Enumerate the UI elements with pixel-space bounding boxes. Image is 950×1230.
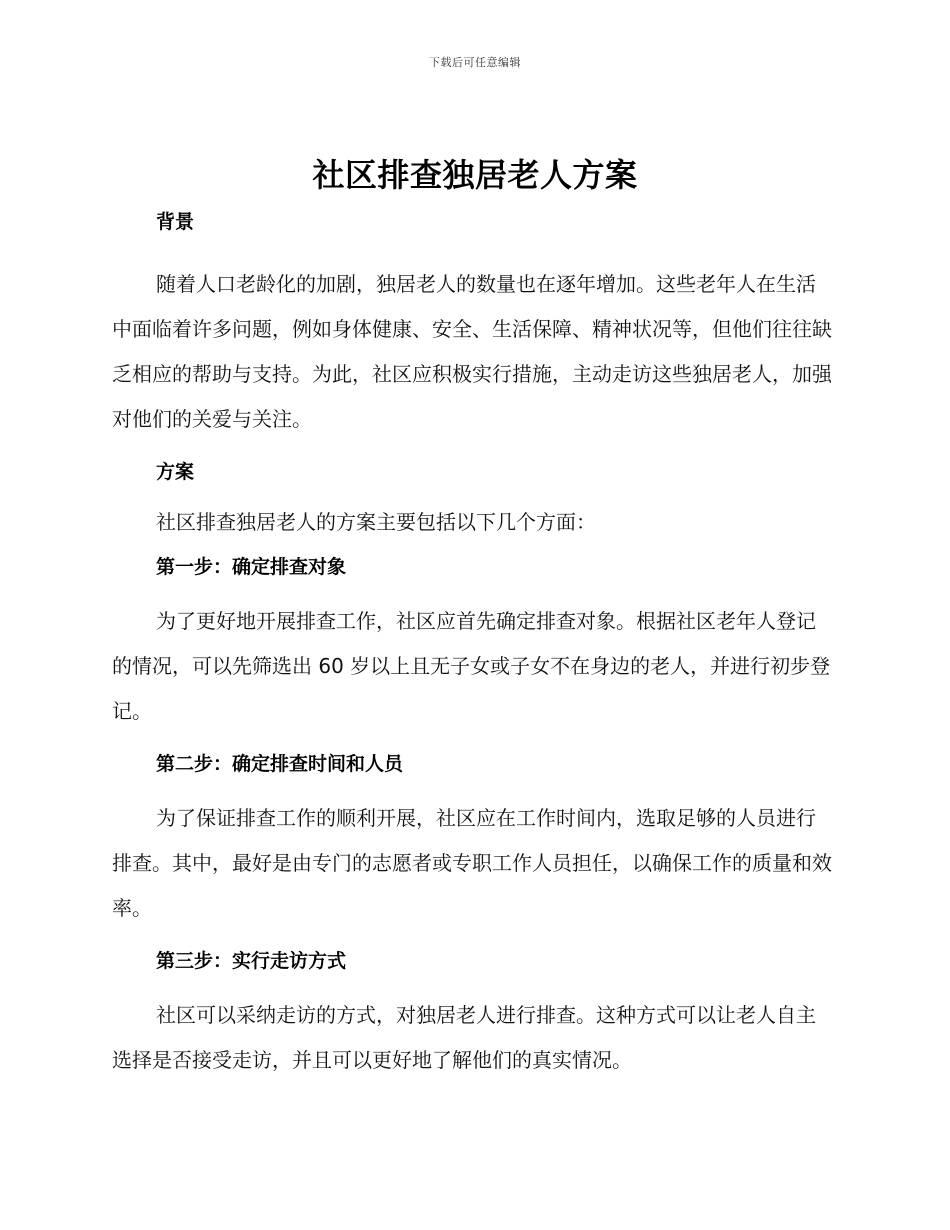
document-body bbox=[112, 204, 832, 1083]
section-heading-step2: 第二步：确定排查时间和人员 bbox=[156, 753, 404, 775]
paragraph-step1: 为了更好地开展排查工作，社区应首先确定排查对象。根据社区老年人登记的情况，可以先筛选出 60 岁以上且无子女或子女不在身边的老人，并进行初步登记。 bbox=[112, 609, 831, 723]
paragraph-step2: 为了保证排查工作的顺利开展，社区应在工作时间内，选取足够的人员进行排查。其中，最好是由专门的志愿者或专职工作人员担任，以确保工作的质量和效率。 bbox=[112, 806, 832, 920]
section-heading-step3: 第三步：实行走访方式 bbox=[156, 950, 347, 972]
document-title: 社区排查独居老人方案 bbox=[312, 156, 638, 194]
section-heading-plan: 方案 bbox=[156, 461, 195, 483]
paragraph-step3: 社区可以采纳走访的方式，对独居老人进行排查。这种方式可以让老人自主选择是否接受走访，并且可以更好地了解他们的真实情况。 bbox=[112, 1003, 816, 1072]
paragraph-plan-intro: 社区排查独居老人的方案主要包括以下几个方面： bbox=[156, 510, 596, 534]
header-note: 下载后可任意编辑 bbox=[429, 56, 521, 69]
section-heading-step1: 第一步：确定排查对象 bbox=[156, 556, 347, 578]
section-heading-background: 背景 bbox=[156, 211, 195, 233]
paragraph-background: 随着人口老龄化的加剧，独居老人的数量也在逐年增加。这些老年人在生活中面临着许多问题，例如身体健康、安全、生活保障、精神状况等，但他们往往缺乏相应的帮助与支持。为此，社区应积极实行措施，主动走访这些独居老人，加强对他们的关爱与关注。 bbox=[112, 272, 832, 431]
